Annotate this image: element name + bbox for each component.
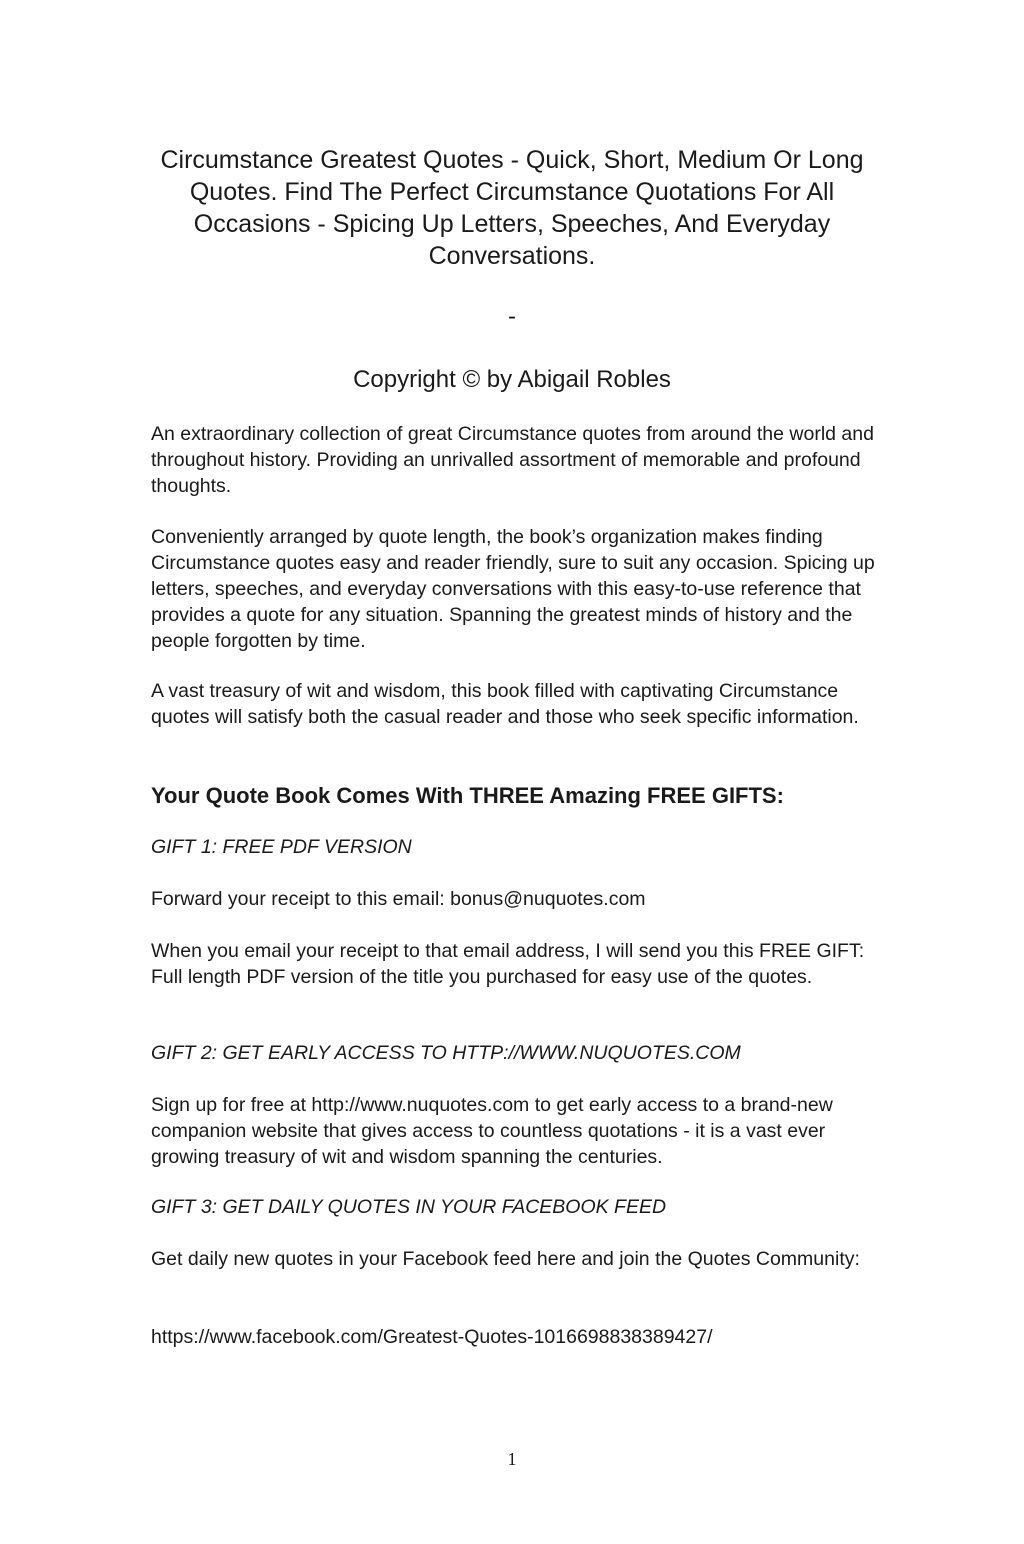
gift-2-title: GIFT 2: GET EARLY ACCESS TO HTTP://WWW.NUQUOTES.COM	[151, 1042, 741, 1064]
intro-paragraph: An extraordinary collection of great Circumstance quotes from around the world and throughout history. Providing an unrivalled assortment of memorable and profound thoughts.	[151, 423, 874, 497]
gift-2-description: Sign up for free at http://www.nuquotes.com to get early access to a brand-new companion website that gives access to countless quotations - it is a vast ever growing treasury of wit and wisdom spanning the centuries.	[151, 1094, 833, 1168]
gift-1-title: GIFT 1: FREE PDF VERSION	[151, 836, 412, 858]
facebook-link: https://www.facebook.com/Greatest-Quotes-1016698838389427/	[151, 1326, 713, 1348]
gift-3-title: GIFT 3: GET DAILY QUOTES IN YOUR FACEBOOK FEED	[151, 1196, 667, 1218]
gift-1-description: When you email your receipt to that email address, I will send you this FREE GIFT: Full length PDF version of the title you purchased for easy use of the quotes.	[151, 940, 865, 988]
gifts-heading: Your Quote Book Comes With THREE Amazing FREE GIFTS:	[151, 783, 784, 808]
title-separator: -	[508, 303, 516, 330]
gift-1-email-instruction: Forward your receipt to this email: bonus@nuquotes.com	[151, 888, 646, 910]
copyright-line: Copyright © by Abigail Robles	[353, 366, 671, 393]
page-title: Circumstance Greatest Quotes - Quick, Short, Medium Or Long Quotes. Find The Perfect Circumstance Quotations For All Occasions - Spicing Up Letters, Speeches, And Everyday Conversations.	[160, 146, 864, 270]
arrangement-paragraph: Conveniently arranged by quote length, the book’s organization makes finding Circumstance quotes easy and reader friendly, sure to suit any occasion. Spicing up letters, speeches, and everyday conversations with this easy-to-use reference that provides a quote for any situation. Spanning the greatest minds of history and the people forgotten by time.	[151, 526, 875, 652]
treasury-paragraph: A vast treasury of wit and wisdom, this book filled with captivating Circumstance quotes will satisfy both the casual reader and those who seek specific information.	[151, 680, 859, 728]
gift-3-description: Get daily new quotes in your Facebook feed here and join the Quotes Community:	[151, 1248, 860, 1270]
page-number: 1	[507, 1449, 517, 1469]
